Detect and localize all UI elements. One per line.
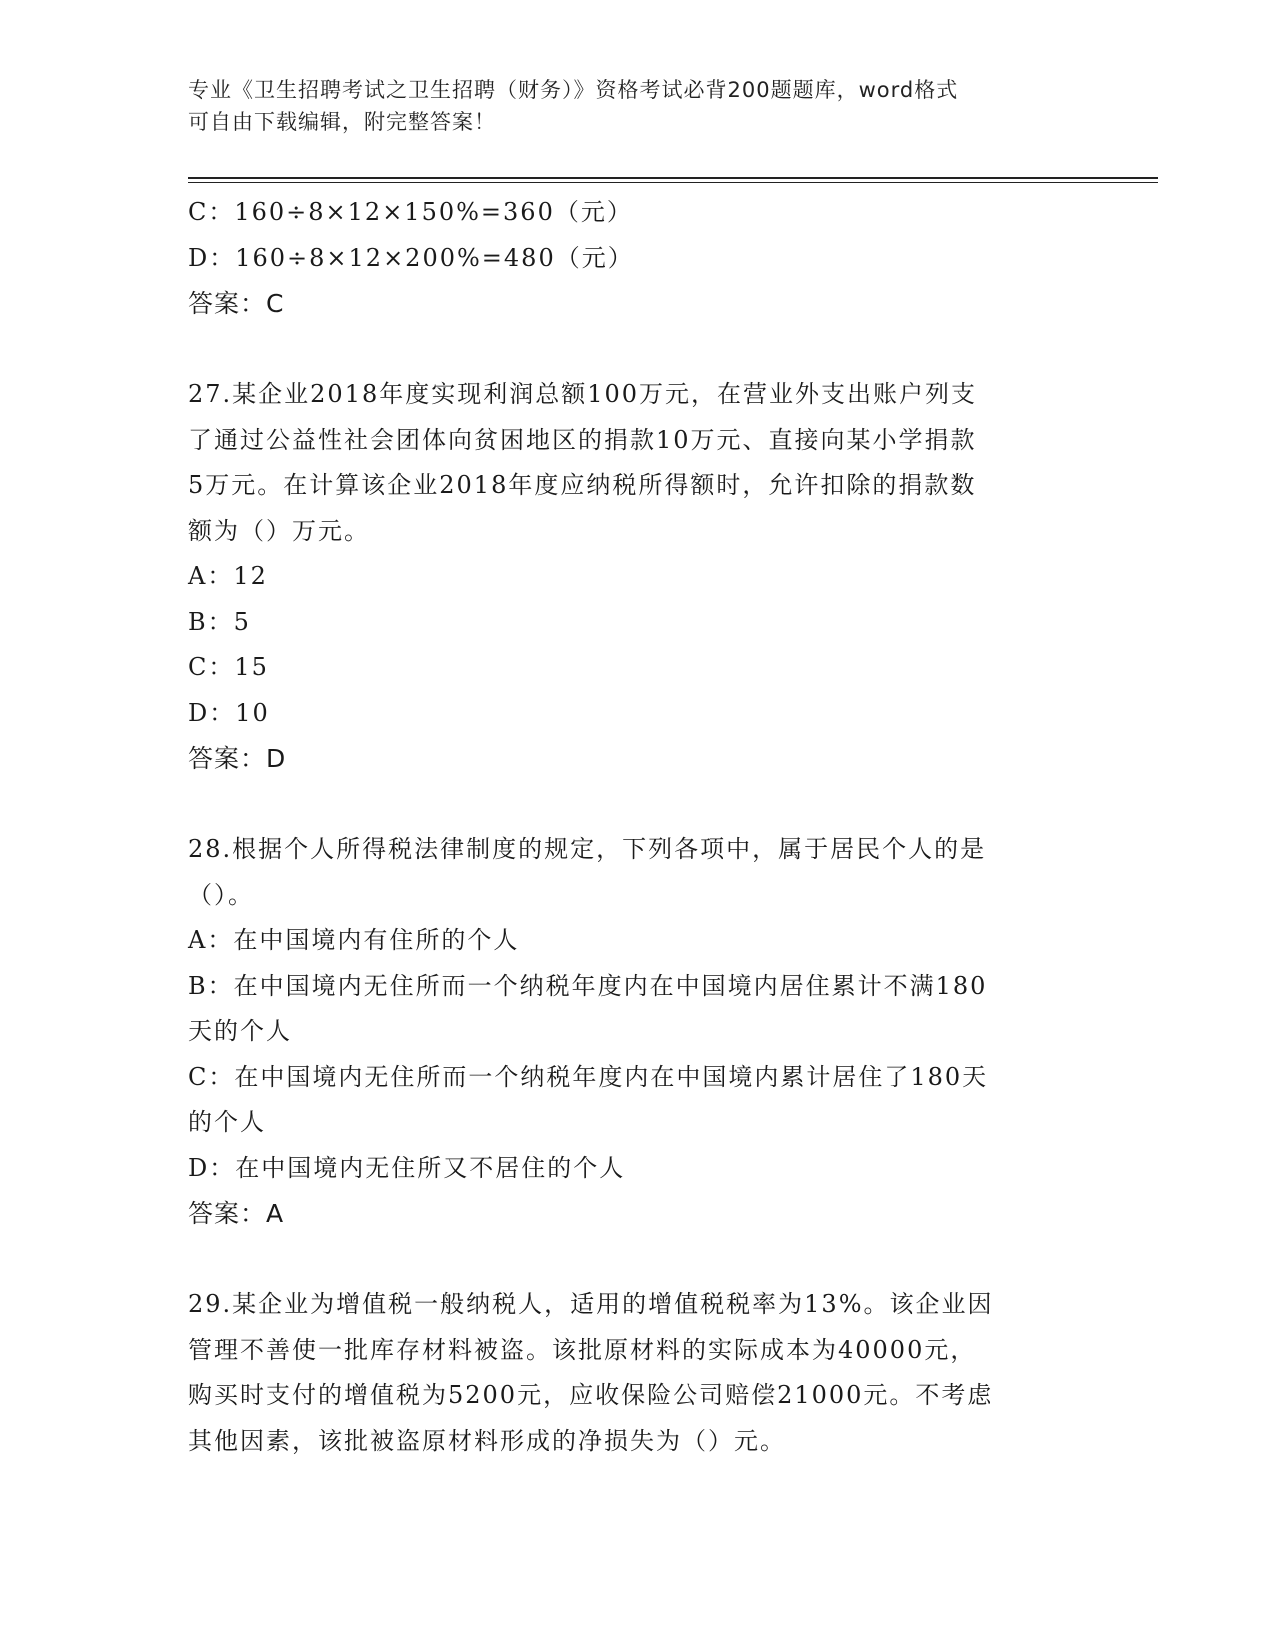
question-text-line: 5万元。在计算该企业2018年度应纳税所得额时，允许扣除的捐款数 (188, 471, 977, 499)
option-a: A：在中国境内有住所的个人 (188, 926, 520, 954)
document-header (188, 74, 1088, 138)
document-body (188, 190, 1088, 1464)
answer: 答案：C (188, 289, 285, 318)
prev-question-tail (188, 190, 1088, 327)
option-c: C：15 (188, 653, 269, 681)
question-text-line: 购买时支付的增值税为5200元，应收保险公司赔偿21000元。不考虑 (188, 1381, 994, 1409)
header-line-2: 可自由下载编辑，附完整答案！ (188, 110, 496, 134)
question-text-line: 管理不善使一批库存材料被盗。该批原材料的实际成本为40000元， (188, 1335, 977, 1364)
option-b: B：5 (188, 607, 251, 636)
question-text-line: （）。 (188, 880, 254, 909)
option-d: D：10 (188, 698, 270, 727)
question-28 (188, 827, 1088, 1237)
question-text-line: 额为（）万元。 (188, 516, 370, 545)
header-rule-thick (188, 177, 1158, 179)
question-29 (188, 1282, 1088, 1464)
option-c: C：在中国境内无住所而一个纳税年度内在中国境内累计居住了180天 (188, 1062, 989, 1091)
answer: 答案：D (188, 744, 287, 773)
option-b-continued: 天的个人 (188, 1017, 292, 1045)
question-text-line: 29.某企业为增值税一般纳税人，适用的增值税税率为13%。该企业因 (188, 1290, 994, 1318)
option-c: C：160÷8×12×150%=360（元） (188, 198, 633, 226)
question-text-line: 28.根据个人所得税法律制度的规定，下列各项中，属于居民个人的是 (188, 835, 987, 863)
header-line-1: 专业《卫生招聘考试之卫生招聘（财务）》资格考试必背200题题库，word格式 (188, 78, 959, 102)
option-c-continued: 的个人 (188, 1108, 266, 1136)
header-rule-thin (188, 182, 1158, 183)
option-d: D：在中国境内无住所又不居住的个人 (188, 1153, 626, 1182)
option-b: B：在中国境内无住所而一个纳税年度内在中国境内居住累计不满180 (188, 971, 988, 1000)
question-text-line: 其他因素，该批被盗原材料形成的净损失为（）元。 (188, 1426, 786, 1455)
answer: 答案：A (188, 1199, 285, 1228)
question-text-line: 27.某企业2018年度实现利润总额100万元，在营业外支出账户列支 (188, 380, 978, 408)
question-text-line: 了通过公益性社会团体向贫困地区的捐款10万元、直接向某小学捐款 (188, 425, 977, 454)
option-a: A：12 (188, 562, 268, 590)
question-27 (188, 372, 1088, 782)
option-d: D：160÷8×12×200%=480（元） (188, 243, 634, 272)
